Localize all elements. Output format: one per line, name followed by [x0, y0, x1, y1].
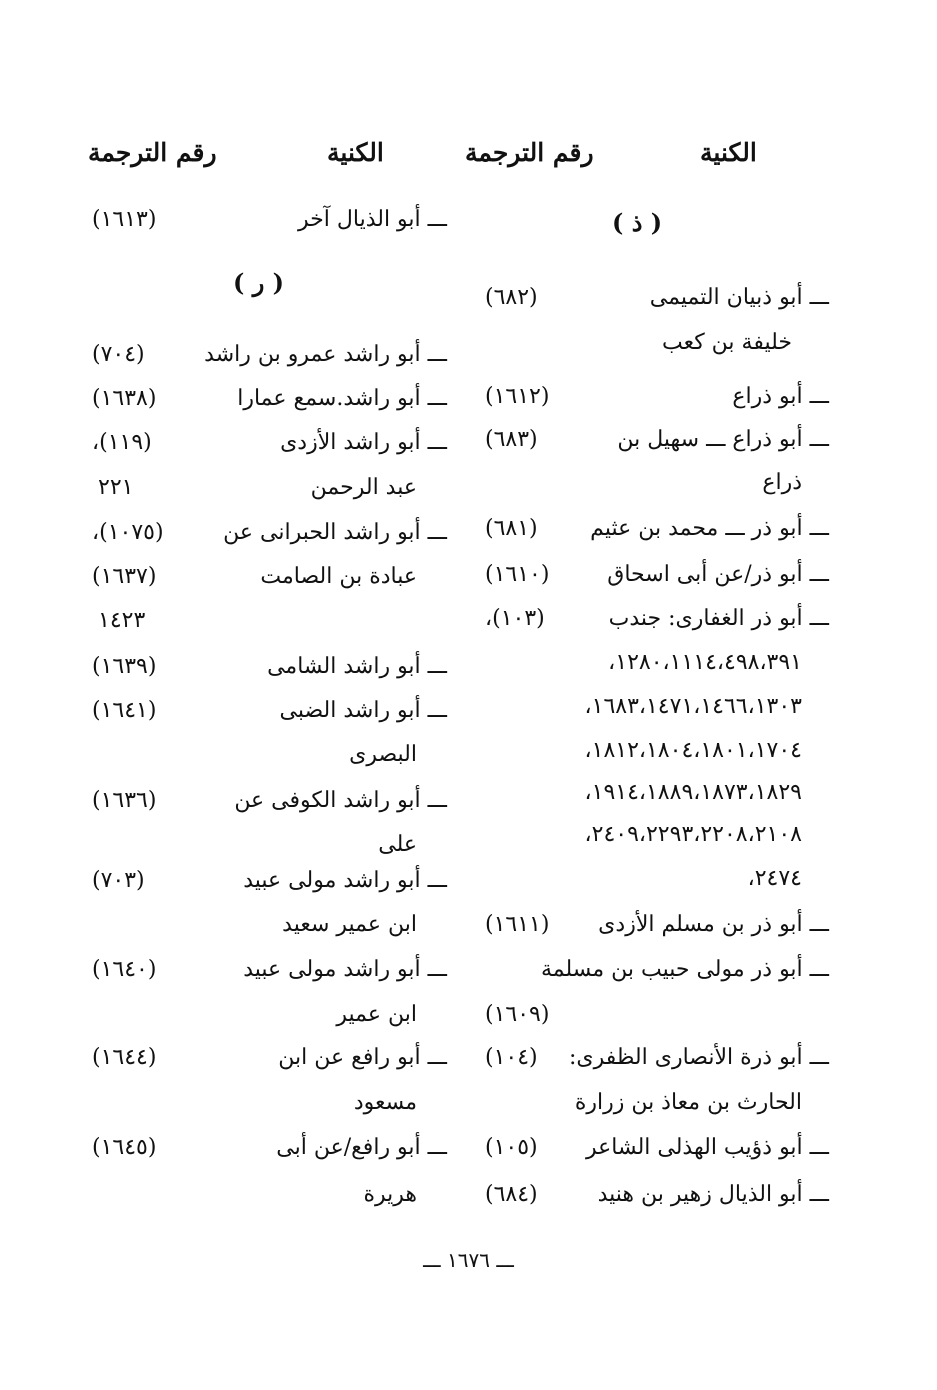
right-number-header: رقم الترجمة — [465, 138, 594, 167]
left-kunya-header: الكنية — [327, 138, 384, 167]
right-line: ـــ أبو ذر بن مسلم الأزدى — [598, 912, 829, 937]
right-line: ـــ أبو الذيال زهير بن هنيد — [597, 1182, 829, 1207]
right-line: ـــ أبو ذؤيب الهذلى الشاعر — [585, 1135, 829, 1160]
right-number: (١٦٠٩) — [485, 1002, 550, 1027]
right-line: خليفة بن كعب — [662, 330, 792, 355]
right-number: ١٦٨٣،١٤٧١،١٤٦٦،١٣٠٣، — [584, 694, 802, 719]
left-number: (٧٠٤) — [92, 342, 145, 367]
right-line: ذراع — [762, 470, 802, 495]
right-line: ـــ أبو ذر ـــ محمد بن عثيم — [590, 516, 829, 541]
right-line: الحارث بن معاذ بن زرارة — [574, 1090, 802, 1115]
left-line: ـــ أبو راشد الشامى — [267, 654, 447, 679]
right-line: ـــ أبو ذرة الأنصارى الظفرى: — [568, 1045, 829, 1070]
left-number: (١٠٧٥)، — [92, 520, 164, 545]
left-number: (١٦١٣) — [92, 207, 157, 232]
left-number: ٢٢١ — [98, 475, 134, 500]
right-number: (٦٨٢) — [485, 285, 538, 310]
left-line: على — [378, 832, 417, 857]
left-number: ١٤٢٣ — [98, 608, 146, 633]
right-line: ـــ أبو ذر مولى حبيب بن مسلمة — [540, 957, 829, 982]
left-line: ـــ أبو راشد الأزدى — [280, 430, 447, 455]
right-number: (٦٨٣) — [485, 427, 538, 452]
right-number: ١٩١٤،١٨٨٩،١٨٧٣،١٨٢٩، — [584, 780, 802, 805]
right-kunya-header: الكنية — [700, 138, 757, 167]
left-line: ـــ أبو راشد.سمع عمارا — [237, 386, 447, 411]
left-number: (١٦٣٨) — [92, 386, 157, 411]
page-number: ـــ ١٦٧٦ ـــ — [423, 1248, 514, 1272]
left-number: (١٦٤١) — [92, 698, 157, 723]
left-line: البصرى — [349, 742, 417, 767]
left-line: ـــ أبو راشد الضبى — [279, 698, 447, 723]
right-number: (٦٨٤) — [485, 1182, 538, 1207]
right-number: ١٢٨٠،١١١٤،٤٩٨،٣٩١، — [608, 650, 802, 675]
right-number: (١٦١٠) — [485, 562, 550, 587]
right-number: (١٠٣)، — [485, 606, 545, 631]
right-line: ـــ أبو ذبيان التميمى — [649, 285, 829, 310]
right-number: (١٦١١) — [485, 912, 550, 937]
right-number: ٢٤٧٤، — [747, 866, 802, 891]
left-line: هريرة — [363, 1182, 417, 1207]
left-number: (١١٩)، — [92, 430, 152, 455]
left-number: (١٦٣٦) — [92, 788, 157, 813]
right-number: (١٦١٢) — [485, 384, 550, 409]
left-line: عبادة بن الصامت — [260, 564, 417, 589]
left-line: ابن عمير — [336, 1002, 417, 1027]
left-number: (١٦٣٩) — [92, 654, 157, 679]
right-line: ـــ أبو ذر الغفارى: جندب — [608, 606, 829, 631]
right-line: ـــ أبو ذر/عن أبى اسحاق — [607, 562, 829, 587]
right-number: ٢٤٠٩،٢٢٩٣،٢٢٠٨،٢١٠٨، — [584, 822, 802, 847]
right-line: ـــ أبو ذراع — [732, 384, 829, 409]
left-line: عبد الرحمن — [310, 475, 417, 500]
left-number: (٧٠٣) — [92, 868, 145, 893]
right-line: ـــ أبو ذراع ـــ سهيل بن — [617, 427, 829, 452]
left-number: (١٦٣٧) — [92, 564, 157, 589]
left-line: ـــ أبو راشد مولى عبيد — [243, 957, 447, 982]
left-line: ـــ أبو راشد الحبرانى عن — [223, 520, 447, 545]
left-line: مسعود — [353, 1090, 417, 1115]
left-line: ـــ أبو راشد الكوفى عن — [234, 788, 447, 813]
section-dhal: ( ذ ) — [612, 208, 663, 237]
left-line: ـــ أبو الذيال آخر — [298, 207, 447, 232]
left-number: (١٦٤٠) — [92, 957, 157, 982]
left-number-header: رقم الترجمة — [88, 138, 217, 167]
left-line: ابن عمير سعيد — [282, 912, 417, 937]
right-number: (٦٨١) — [485, 516, 538, 541]
left-line: ـــ أبو رافع عن ابن — [278, 1045, 447, 1070]
right-number: (١٠٤) — [485, 1045, 538, 1070]
left-line: ـــ أبو راشد مولى عبيد — [243, 868, 447, 893]
section-ra: ( ر ) — [233, 268, 285, 297]
right-number: (١٠٥) — [485, 1135, 538, 1160]
left-line: ـــ أبو رافع/عن أبى — [276, 1135, 447, 1160]
left-number: (١٦٤٥) — [92, 1135, 157, 1160]
left-line: ـــ أبو راشد عمرو بن راشد — [204, 342, 447, 367]
left-number: (١٦٤٤) — [92, 1045, 157, 1070]
right-number: ١٨١٢،١٨٠٤،١٨٠١،١٧٠٤، — [584, 738, 802, 763]
